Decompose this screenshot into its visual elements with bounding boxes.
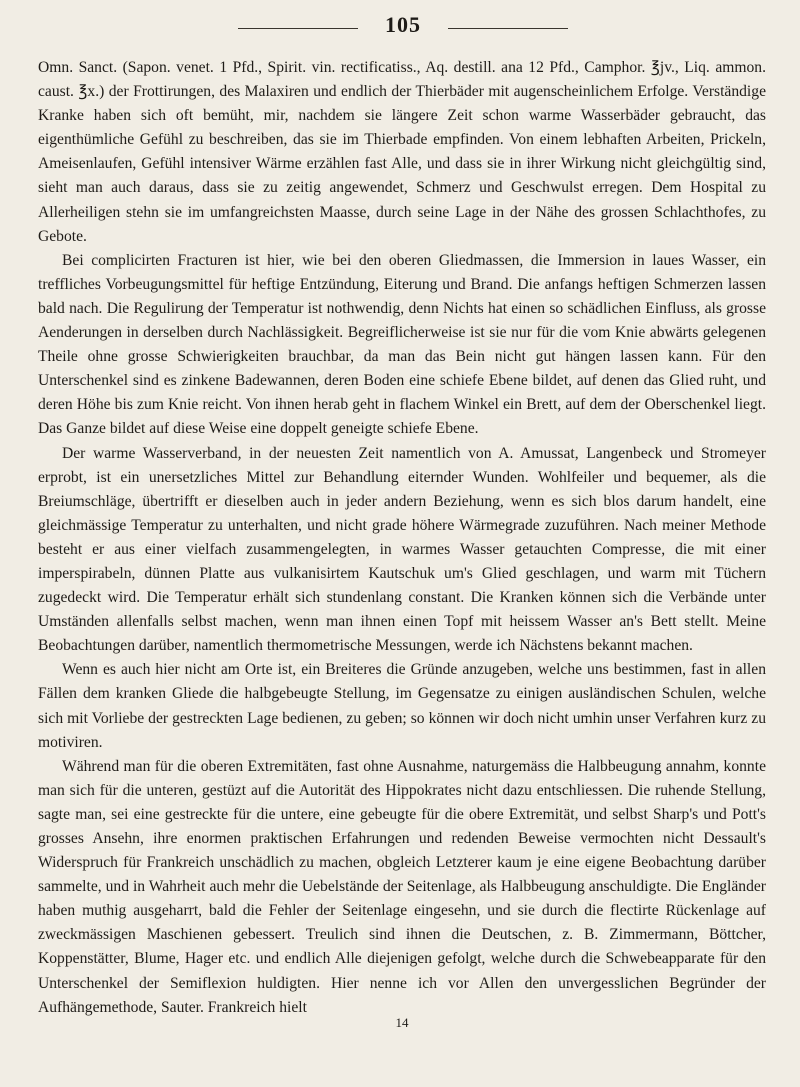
body-text [38,56,766,1030]
header-rule-left [238,28,358,29]
paragraph-3: Der warme Wasserverband, in der neuesten Zeit namentlich von A. Amussat, Langenbeck und Stromeyer erprobt, ist ein unersetzliches Mittel zur Behandlung eiternder Wunden. Wohlfeiler und bequemer, als die Breiumschläge, übertrifft er dieselben auch in jeder andern Beziehung, wenn es sich blos darum handelt, eine gleichmässige Temperatur zu unterhalten, und nicht grade höhere Wärmegrade zuzuführen. Nach meiner Methode besteht er aus einer vielfach zusammengelegten, in warmes Wasser getauchten Compresse, die mit einer imperspirabeln, dünnen Platte aus vulkanisirtem Kautschuk um's Glied geschlagen, und warm mit Tüchern zugedeckt wird. Die Temperatur erhält sich stundenlang constant. Die Kranken können sich die Verbände unter Umständen allenfalls selbst machen, wenn man ihnen einen Topf mit heissem Wasser an's Bett stellt. Meine Beobachtungen darüber, namentlich thermometrische Messungen, werde ich Nächstens bekannt machen. [38,444,766,655]
signature-mark: 14 [395,1014,409,1030]
paragraph-4: Wenn es auch hier nicht am Orte ist, ein Breiteres die Gründe anzugeben, welche uns bestimmen, fast in allen Fällen dem kranken Gliede die halbgebeugte Stellung, im Gegensatze zu einigen ausländischen Schulen, welche sich mit Vorliebe der gestreckten Lage bedienen, zu geben; so können wir doch nicht umhin unser Verfahren kurz zu motiviren. [38,661,766,751]
paragraph-1: Omn. Sanct. (Sapon. venet. 1 Pfd., Spirit. vin. rectificatiss., Aq. destill. ana 12 Pfd., Camphor. ℥jv., Liq. ammon. caust. ℥x.) der Frottirungen, des Malaxiren und endlich der Thierbäder mit augenscheinlichem Erfolge. Verständige Kranke haben sich oft bemüht, mir, nachdem sie längere Zeit schon warme Wasserbäder gebraucht, das eigenthümliche Gefühl zu beschreiben, das sie im Thierbade empfinden. Von einem lebhaften Arbeiten, Prickeln, Ameisenlaufen, Gefühl intensiver Wärme erzählen fast Alle, und dass sie in ihrer Wirkung nicht gleichgültig sind, sieht man auch daraus, dass sie zu zeitig angewendet, Schmerz und Geschwulst erregen. Dem Hospital zu Allerheiligen stehn sie im umfangreichsten Maasse, durch seine Lage in der Nähe des grossen Schlachthofes, zu Gebote. [38,59,766,245]
page-header [38,4,766,48]
page-number: 105 [385,12,421,37]
book-page [38,0,766,1087]
paragraph-2: Bei complicirten Fracturen ist hier, wie bei den oberen Gliedmassen, die Immersion in laues Wasser, ein treffliches Vorbeugungsmittel für heftige Entzündung, Eiterung und Brand. Die anfangs heftigen Schmerzen lassen bald nach. Die Regulirung der Temperatur ist nothwendig, denn Nichts hat einen so schädlichen Einfluss, als grosse Aenderungen in derselben durch Nachlässigkeit. Begreiflicherweise ist sie nur für die vom Knie abwärts gelegenen Theile ohne grosse Schwierigkeiten brauchbar, da man das Bein nicht gut hängen lassen kann. Für den Unterschenkel sind es zinkene Badewannen, deren Boden eine schiefe Ebene bildet, auf denen das Glied ruht, und deren Höhe bis zum Knie reicht. Von ihnen herab geht in flachem Winkel ein Brett, auf dem der Oberschenkel liegt. Das Ganze bildet auf diese Weise eine doppelt geneigte schiefe Ebene. [38,251,766,438]
paragraph-5: Während man für die oberen Extremitäten, fast ohne Ausnahme, naturgemäss die Halbbeugung annahm, konnte man sich für die unteren, gestüzt auf die Autorität des Hippokrates nicht dazu entschliessen. Die ruhende Stellung, sagte man, sei eine gestreckte für die untere, eine gebeugte für die obere Extremität, und selbst Sharp's und Pott's grosses Ansehn, ihre enormen praktischen Erfahrungen und redenden Beweise vermochten nicht Dessault's Widerspruch für Frankreich unschädlich zu machen, obgleich Letzterer kaum je eine eigene Beobachtung darüber sammelte, und in Wahrheit auch mehr die Uebelstände der Seitenlage, als Halbbeugung anschuldigte. Die Engländer haben muthig ausgeharrt, bald die Fehler der Seitenlage eingesehn, und sie durch die flectirte Rückenlage auf zweckmässigen Maschienen gebessert. Treulich sind ihnen die Deutschen, z. B. Zimmermann, Böttcher, Koppenstätter, Blume, Hager etc. und endlich Alle diejenigen gefolgt, welche durch die Schwebeapparate für den Unterschenkel der Semiflexion huldigten. Hier nenne ich vor Allen den unvergesslichen Begründer der Aufhängemethode, Sauter. Frankreich hielt [38,757,766,1016]
header-rule-right [448,28,568,29]
